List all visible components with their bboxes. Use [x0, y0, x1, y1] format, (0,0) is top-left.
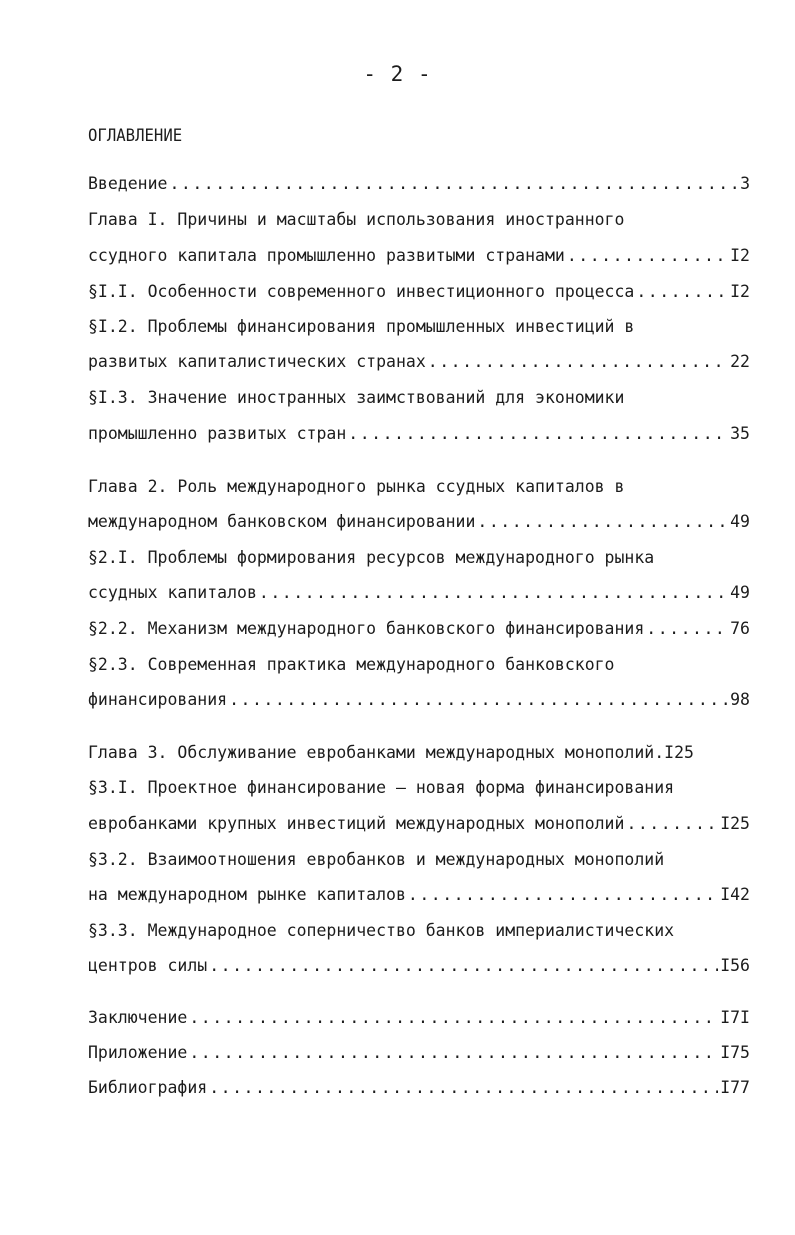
toc-section-1-2-cont — [88, 350, 750, 374]
toc-chapter-2-heading-cont — [88, 510, 750, 534]
leader-dots — [259, 581, 728, 605]
toc-entry-text: §3.I. Проектное финансирование – новая форма финансирования — [88, 778, 675, 797]
leader-dots — [189, 1041, 718, 1065]
toc-entry-text: §2.3. Современная практика международного банковского — [88, 655, 615, 674]
toc-entry-text: §3.3. Международное соперничество банков империалистических — [88, 921, 675, 940]
toc-entry-text: ссудных капиталов — [88, 583, 257, 602]
toc-entry-page: 98 — [730, 690, 750, 709]
toc-entry-text: ссудного капитала промышленно развитыми странами — [88, 246, 565, 265]
leader-dots — [428, 350, 728, 374]
toc-entry-text: Заключение — [88, 1008, 188, 1027]
leader-dots — [189, 1006, 718, 1030]
toc-section-3-3 — [88, 919, 750, 943]
toc-chapter-1-heading-cont — [88, 244, 750, 268]
leader-dots — [567, 244, 728, 268]
page-number: - 2 - — [363, 62, 432, 86]
toc-chapter-2-heading — [88, 475, 750, 499]
toc-entry-text: Глава 3. Обслуживание евробанками международных монополий. — [88, 743, 665, 762]
toc-section-3-2-cont — [88, 883, 750, 907]
toc-entry-page: I7I — [720, 1008, 750, 1027]
leader-dots — [229, 688, 728, 712]
toc-entry-page: I25 — [720, 814, 750, 833]
toc-entry-conclusion — [88, 1006, 750, 1030]
toc-entry-text: Библиография — [88, 1078, 208, 1097]
leader-dots — [348, 422, 728, 446]
toc-entry-bibliography — [88, 1076, 750, 1100]
toc-entry-text: §I.3. Значение иностранных заимствований для экономики — [88, 388, 625, 407]
toc-section-3-3-cont — [88, 954, 750, 978]
toc-entry-page: I42 — [720, 885, 750, 904]
toc-entry-page: I75 — [720, 1043, 750, 1062]
toc-chapter-3-heading — [88, 741, 750, 765]
toc-entry-text: финансирования — [88, 690, 228, 709]
toc-title: ОГЛАВЛЕНИЕ — [88, 126, 183, 146]
toc-section-1-3 — [88, 386, 750, 410]
toc-entry-text: промышленно развитых стран — [88, 424, 347, 443]
toc-entry-text: евробанками крупных инвестиций международных монополий — [88, 814, 625, 833]
toc-entry-page: I25 — [664, 743, 694, 762]
toc-entry-text: Приложение — [88, 1043, 188, 1062]
toc-entry-page: 35 — [730, 424, 750, 443]
toc-entry-text: Глава 2. Роль международного рынка ссудных капиталов в — [88, 477, 625, 496]
toc-section-2-3 — [88, 653, 750, 677]
toc-section-1-1 — [88, 280, 750, 304]
leader-dots — [646, 617, 728, 641]
toc-entry-page: 22 — [730, 352, 750, 371]
toc-entry-page: I2 — [730, 282, 750, 301]
toc-chapter-1-heading — [88, 208, 750, 232]
leader-dots — [408, 883, 718, 907]
toc-section-3-1-cont — [88, 812, 750, 836]
toc-section-2-3-cont — [88, 688, 750, 712]
toc-entry-text: §2.I. Проблемы формирования ресурсов международного рынка — [88, 548, 655, 567]
leader-dots — [477, 510, 728, 534]
toc-entry-text: §3.2. Взаимоотношения евробанков и международных монополий — [88, 850, 665, 869]
toc-section-2-1 — [88, 546, 750, 570]
toc-entry-text: международном банковском финансировании — [88, 512, 476, 531]
toc-section-2-1-cont — [88, 581, 750, 605]
leader-dots — [209, 1076, 718, 1100]
toc-entry-page: 49 — [730, 583, 750, 602]
toc-entry-text: §I.2. Проблемы финансирования промышленных инвестиций в — [88, 317, 635, 336]
toc-entry-page: 49 — [730, 512, 750, 531]
toc-entry-page: I2 — [730, 246, 750, 265]
toc-entry-text: Введение — [88, 174, 168, 193]
toc-section-1-3-cont — [88, 422, 750, 446]
toc-entry-introduction — [88, 172, 750, 196]
toc-entry-text: §2.2. Механизм международного банковского финансирования — [88, 619, 645, 638]
leader-dots — [626, 812, 718, 836]
toc-section-3-1 — [88, 776, 750, 800]
leader-dots — [209, 954, 718, 978]
toc-entry-text: развитых капиталистических странах — [88, 352, 426, 371]
toc-entry-text: §I.I. Особенности современного инвестиционного процесса — [88, 282, 635, 301]
toc-entry-page: 76 — [730, 619, 750, 638]
toc-entry-text: на международном рынке капиталов — [88, 885, 406, 904]
toc-entry-page: 3 — [740, 174, 750, 193]
toc-section-3-2 — [88, 848, 750, 872]
toc-entry-appendix — [88, 1041, 750, 1065]
toc-section-2-2 — [88, 617, 750, 641]
leader-dots — [636, 280, 728, 304]
leader-dots — [169, 172, 738, 196]
toc-section-1-2 — [88, 315, 750, 339]
toc-entry-text: Глава I. Причины и масштабы использования иностранного — [88, 210, 625, 229]
toc-entry-page: I77 — [720, 1078, 750, 1097]
toc-entry-text: центров силы — [88, 956, 208, 975]
toc-entry-page: I56 — [720, 956, 750, 975]
